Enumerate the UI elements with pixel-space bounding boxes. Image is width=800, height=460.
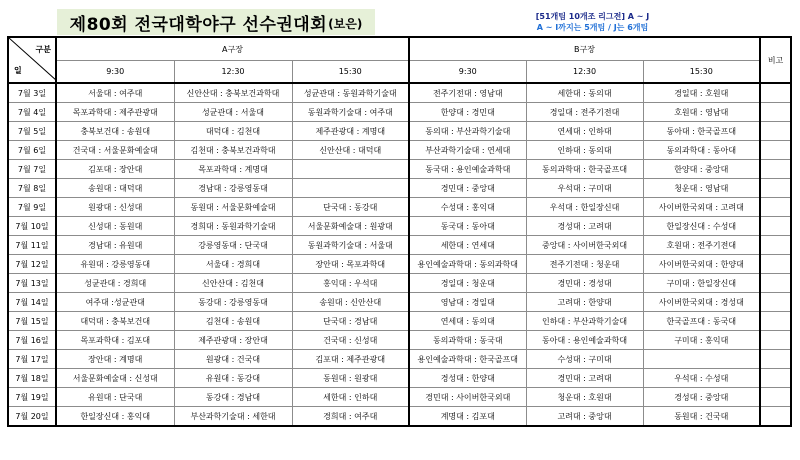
game-cell: 성균관대 : 서울대	[174, 103, 292, 122]
game-cell: 경성대 : 고려대	[526, 217, 643, 236]
date-cell: 7월 10일	[8, 217, 56, 236]
date-cell: 7월 5일	[8, 122, 56, 141]
game-cell: 수성대 : 홍익대	[409, 198, 526, 217]
game-cell: 경희대 : 여주대	[292, 407, 409, 427]
game-cell: 동원대 : 건국대	[643, 407, 760, 427]
note-cell	[760, 179, 791, 198]
game-cell: 청운대 : 호원대	[526, 388, 643, 407]
corner-label-category: 구분	[35, 45, 51, 54]
schedule-row	[8, 141, 791, 160]
game-cell: 경민대 : 경성대	[526, 274, 643, 293]
game-cell: 김포대 : 장안대	[56, 160, 174, 179]
game-cell: 한양대 : 중앙대	[643, 160, 760, 179]
date-cell: 7월 7일	[8, 160, 56, 179]
game-cell: 대덕대 : 충북보건대	[56, 312, 174, 331]
corner-label-day: 일	[14, 66, 22, 75]
game-cell: 사이버한국외대 : 한양대	[643, 255, 760, 274]
game-cell: 신안산대 : 충북보건과학대	[174, 83, 292, 103]
schedule-row	[8, 198, 791, 217]
game-cell: 경민대 : 중앙대	[409, 179, 526, 198]
game-cell: 동원과학기술대 : 여주대	[292, 103, 409, 122]
title-banner	[57, 9, 375, 35]
game-cell: 동원대 : 서울문화예술대	[174, 198, 292, 217]
game-cell: 단국대 : 경남대	[292, 312, 409, 331]
game-cell: 부산과학기술대 : 연세대	[409, 141, 526, 160]
time-header: 15:30	[292, 61, 409, 84]
note-cell	[760, 103, 791, 122]
schedule-row	[8, 407, 791, 427]
game-cell: 서울문화예술대 : 원광대	[292, 217, 409, 236]
game-cell: 동의과학대 : 한국골프대	[526, 160, 643, 179]
date-cell: 7월 8일	[8, 179, 56, 198]
game-cell: 경성대 : 한양대	[409, 369, 526, 388]
header-corner	[8, 37, 56, 83]
date-cell: 7월 4일	[8, 103, 56, 122]
tournament-location: (보은)	[328, 17, 363, 31]
schedule-row	[8, 236, 791, 255]
game-cell: 성균관대 : 경희대	[56, 274, 174, 293]
game-cell: 영남대 : 경일대	[409, 293, 526, 312]
game-cell	[292, 160, 409, 179]
venue-b-header: B구장	[409, 37, 760, 61]
date-cell: 7월 19일	[8, 388, 56, 407]
game-cell: 부산과학기술대 : 세한대	[174, 407, 292, 427]
game-cell: 서울대 : 여주대	[56, 83, 174, 103]
schedule-row	[8, 179, 791, 198]
game-cell: 경일대 : 호원대	[643, 83, 760, 103]
game-cell: 경일대 : 청운대	[409, 274, 526, 293]
game-cell: 서울대 : 경희대	[174, 255, 292, 274]
game-cell: 우석대 : 구미대	[526, 179, 643, 198]
note-cell	[760, 160, 791, 179]
game-cell: 연세대 : 인하대	[526, 122, 643, 141]
note-cell	[760, 312, 791, 331]
game-cell: 동원과학기술대 : 서울대	[292, 236, 409, 255]
date-cell: 7월 13일	[8, 274, 56, 293]
game-cell: 인하대 : 동의대	[526, 141, 643, 160]
game-cell: 사이버한국외대 : 경성대	[643, 293, 760, 312]
schedule-table	[7, 36, 792, 427]
game-cell: 우석대 : 한일장신대	[526, 198, 643, 217]
date-cell: 7월 16일	[8, 331, 56, 350]
game-cell: 용인예술과학대 : 한국골프대	[409, 350, 526, 369]
game-cell: 경민대 : 사이버한국외대	[409, 388, 526, 407]
game-cell: 고려대 : 한양대	[526, 293, 643, 312]
game-cell: 송원대 : 신안산대	[292, 293, 409, 312]
game-cell: 세한대 : 연세대	[409, 236, 526, 255]
game-cell: 동의과학대 : 동아대	[643, 141, 760, 160]
note-cell	[760, 83, 791, 103]
date-cell: 7월 15일	[8, 312, 56, 331]
note-cell	[760, 350, 791, 369]
header-time-row	[8, 61, 791, 84]
game-cell: 수성대 : 구미대	[526, 350, 643, 369]
game-cell: 전주기전대 : 청운대	[526, 255, 643, 274]
venue-a-header: A구장	[56, 37, 409, 61]
game-cell: 송원대 : 대덕대	[56, 179, 174, 198]
date-cell: 7월 9일	[8, 198, 56, 217]
header-venue-row	[8, 37, 791, 61]
note-cell	[760, 217, 791, 236]
game-cell: 연세대 : 동의대	[409, 312, 526, 331]
note-header: 비고	[760, 37, 791, 83]
game-cell: 장안대 : 목포과학대	[292, 255, 409, 274]
date-cell: 7월 17일	[8, 350, 56, 369]
date-cell: 7월 20일	[8, 407, 56, 427]
game-cell: 구미대 : 한일장신대	[643, 274, 760, 293]
game-cell: 동의대 : 부산과학기술대	[409, 122, 526, 141]
note-cell	[760, 369, 791, 388]
game-cell: 한일장신대 : 수성대	[643, 217, 760, 236]
schedule-row	[8, 217, 791, 236]
game-cell: 동아대 : 용인예술과학대	[526, 331, 643, 350]
game-cell: 동국대 : 동아대	[409, 217, 526, 236]
game-cell: 세한대 : 인하대	[292, 388, 409, 407]
note-cell	[760, 293, 791, 312]
date-cell: 7월 3일	[8, 83, 56, 103]
schedule-row	[8, 122, 791, 141]
game-cell: 성균관대 : 동원과학기술대	[292, 83, 409, 103]
game-cell: 경민대 : 고려대	[526, 369, 643, 388]
game-cell: 고려대 : 중앙대	[526, 407, 643, 427]
schedule-row	[8, 160, 791, 179]
game-cell: 유원대 : 동강대	[174, 369, 292, 388]
note-cell	[760, 274, 791, 293]
game-cell: 경남대 : 강릉영동대	[174, 179, 292, 198]
note-cell	[760, 331, 791, 350]
date-cell: 7월 18일	[8, 369, 56, 388]
game-cell: 유원대 : 단국대	[56, 388, 174, 407]
game-cell: 신안산대 : 대덕대	[292, 141, 409, 160]
game-cell: 사이버한국외대 : 고려대	[643, 198, 760, 217]
schedule-row	[8, 293, 791, 312]
note-cell	[760, 407, 791, 427]
game-cell: 제주관광대 : 장안대	[174, 331, 292, 350]
game-cell: 건국대 : 신성대	[292, 331, 409, 350]
game-cell: 대덕대 : 김천대	[174, 122, 292, 141]
game-cell: 우석대 : 수성대	[643, 369, 760, 388]
game-cell: 한양대 : 경민대	[409, 103, 526, 122]
game-cell: 경희대 : 동원과학기술대	[174, 217, 292, 236]
group-info: A ~ I까지는 5개팀 / J는 6개팀	[536, 23, 649, 32]
schedule-row	[8, 312, 791, 331]
schedule-row	[8, 274, 791, 293]
note-cell	[760, 255, 791, 274]
league-info: [51개팀 10개조 리그전] A ~ J	[535, 12, 650, 21]
schedule-row	[8, 255, 791, 274]
game-cell: 단국대 : 동강대	[292, 198, 409, 217]
game-cell: 경성대 : 중앙대	[643, 388, 760, 407]
date-cell: 7월 11일	[8, 236, 56, 255]
game-cell: 중앙대 : 사이버한국외대	[526, 236, 643, 255]
game-cell: 한국골프대 : 동국대	[643, 312, 760, 331]
game-cell: 건국대 : 서울문화예술대	[56, 141, 174, 160]
time-header: 9:30	[409, 61, 526, 84]
note-cell	[760, 122, 791, 141]
game-cell: 서울문화예술대 : 신성대	[56, 369, 174, 388]
game-cell: 청운대 : 영남대	[643, 179, 760, 198]
game-cell: 유원대 : 강릉영동대	[56, 255, 174, 274]
game-cell: 홍익대 : 우석대	[292, 274, 409, 293]
date-cell: 7월 12일	[8, 255, 56, 274]
game-cell: 목포과학대 : 계명대	[174, 160, 292, 179]
game-cell: 장안대 : 계명대	[56, 350, 174, 369]
time-header: 12:30	[526, 61, 643, 84]
note-cell	[760, 236, 791, 255]
game-cell: 강릉영동대 : 단국대	[174, 236, 292, 255]
note-cell	[760, 198, 791, 217]
game-cell: 원광대 : 건국대	[174, 350, 292, 369]
game-cell: 동강대 : 경남대	[174, 388, 292, 407]
game-cell: 호원대 : 영남대	[643, 103, 760, 122]
date-cell: 7월 6일	[8, 141, 56, 160]
game-cell: 원광대 : 신성대	[56, 198, 174, 217]
game-cell: 한일장신대 : 홍익대	[56, 407, 174, 427]
note-cell	[760, 388, 791, 407]
schedule-row	[8, 83, 791, 103]
game-cell: 전주기전대 : 영남대	[409, 83, 526, 103]
game-cell: 용인예술과학대 : 동의과학대	[409, 255, 526, 274]
time-header: 12:30	[174, 61, 292, 84]
game-cell: 신성대 : 동원대	[56, 217, 174, 236]
game-cell: 목포과학대 : 제주관광대	[56, 103, 174, 122]
game-cell: 김천대 : 충북보건과학대	[174, 141, 292, 160]
schedule-row	[8, 103, 791, 122]
schedule-row	[8, 369, 791, 388]
game-cell: 신안산대 : 김천대	[174, 274, 292, 293]
game-cell: 구미대 : 홍익대	[643, 331, 760, 350]
time-header: 9:30	[56, 61, 174, 84]
game-cell: 김천대 : 송원대	[174, 312, 292, 331]
time-header: 15:30	[643, 61, 760, 84]
game-cell: 동국대 : 용인예술과학대	[409, 160, 526, 179]
game-cell: 경남대 : 유원대	[56, 236, 174, 255]
game-cell: 세한대 : 동의대	[526, 83, 643, 103]
game-cell: 동강대 : 강릉영동대	[174, 293, 292, 312]
schedule-row	[8, 350, 791, 369]
schedule-row	[8, 331, 791, 350]
game-cell: 김포대 : 제주관광대	[292, 350, 409, 369]
game-cell: 충북보건대 : 송원대	[56, 122, 174, 141]
game-cell: 여주대 :성균관대	[56, 293, 174, 312]
game-cell: 호원대 : 전주기전대	[643, 236, 760, 255]
game-cell	[643, 350, 760, 369]
game-cell: 인하대 : 부산과학기술대	[526, 312, 643, 331]
game-cell: 목포과학대 : 김포대	[56, 331, 174, 350]
game-cell: 동원대 : 원광대	[292, 369, 409, 388]
game-cell: 동아대 : 한국골프대	[643, 122, 760, 141]
game-cell: 동의과학대 : 동국대	[409, 331, 526, 350]
game-cell: 제주관광대 : 계명대	[292, 122, 409, 141]
date-cell: 7월 14일	[8, 293, 56, 312]
game-cell	[292, 179, 409, 198]
game-cell: 계명대 : 김포대	[409, 407, 526, 427]
tournament-title: 제80회 전국대학야구 선수권대회	[69, 14, 328, 35]
schedule-row	[8, 388, 791, 407]
game-cell: 경일대 : 전주기전대	[526, 103, 643, 122]
note-cell	[760, 141, 791, 160]
